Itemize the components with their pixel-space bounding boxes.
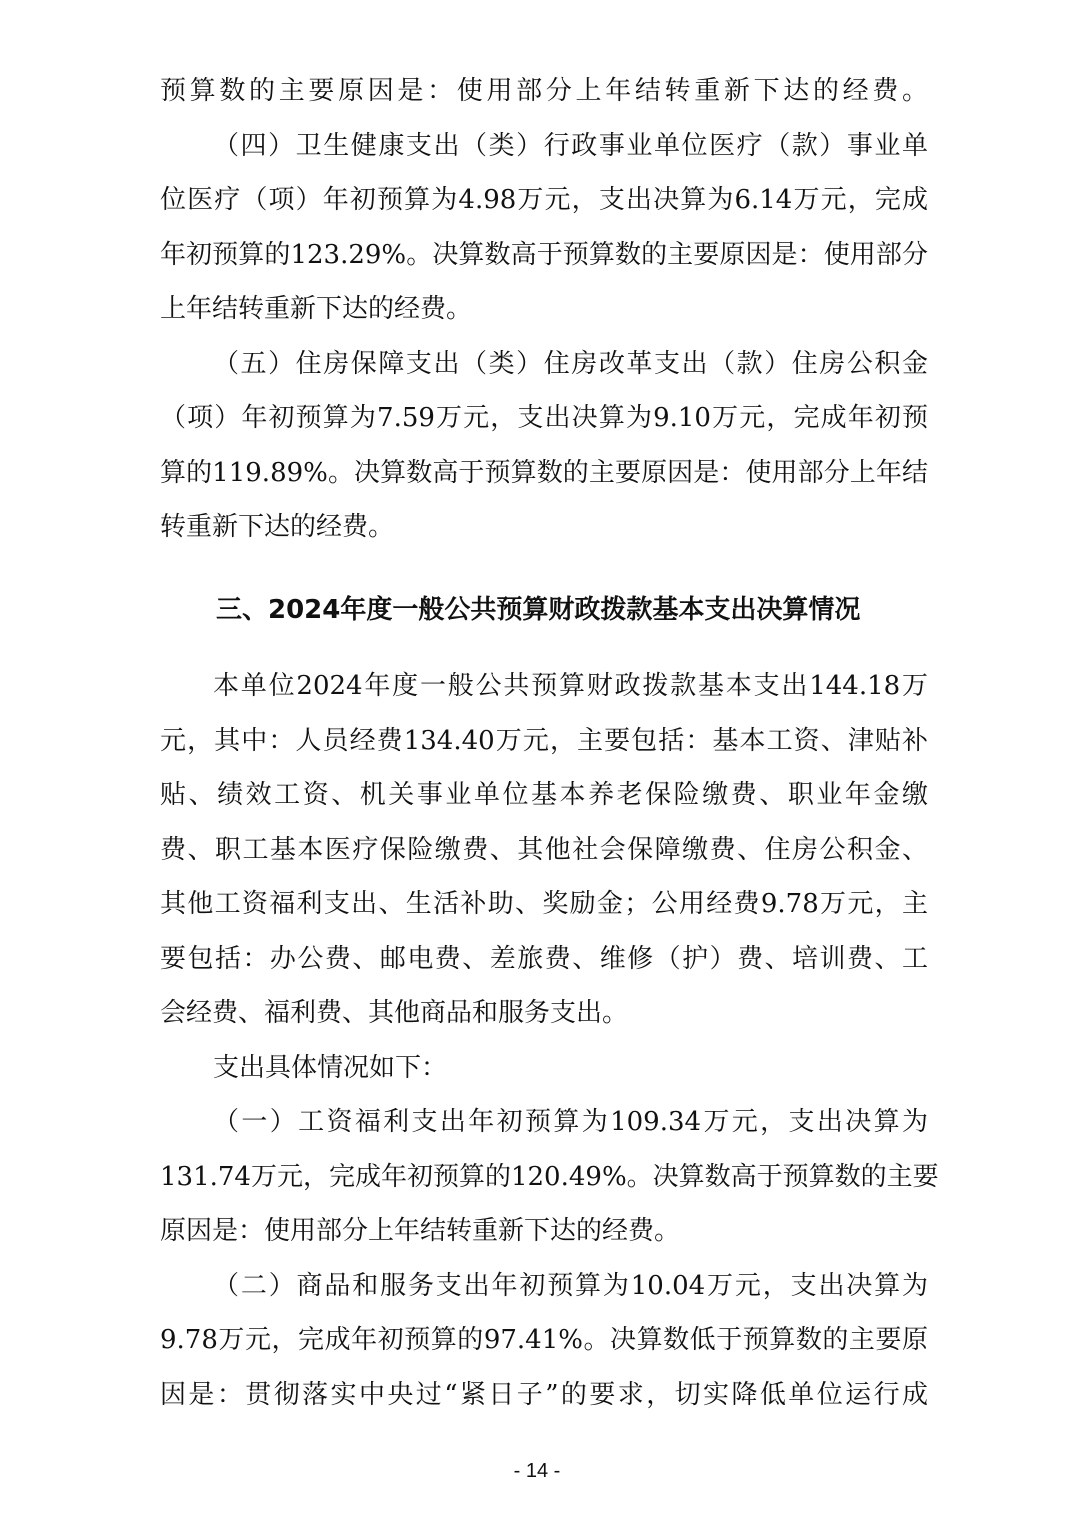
page-number: - 14 - <box>513 1460 561 1482</box>
paragraph-line: 预算数的主要原因是：使用部分上年结转重新下达的经费。 <box>160 76 928 106</box>
paragraph-line: （项）年初预算为7.59万元，支出决算为9.10万元，完成年初预 <box>160 403 928 433</box>
section-heading: 三、2024年度一般公共预算财政拨款基本支出决算情况 <box>216 594 861 625</box>
paragraph-line: （一）工资福利支出年初预算为109.34万元，支出决算为 <box>213 1107 928 1137</box>
paragraph-line: 上年结转重新下达的经费。 <box>160 294 473 324</box>
paragraph-line: （二）商品和服务支出年初预算为10.04万元，支出决算为 <box>213 1270 928 1301</box>
paragraph-line: 费、职工基本医疗保险缴费、其他社会保障缴费、住房公积金、 <box>160 834 928 865</box>
paragraph-line: 位医疗（项）年初预算为4.98万元，支出决算为6.14万元，完成 <box>160 185 928 215</box>
paragraph-line: 元，其中：人员经费134.40万元，主要包括：基本工资、津贴补 <box>160 725 928 756</box>
paragraph-line: （五）住房保障支出（类）住房改革支出（款）住房公积金 <box>213 348 928 379</box>
paragraph-line: 其他工资福利支出、生活补助、奖励金；公用经费9.78万元，主 <box>160 889 928 919</box>
paragraph-line: （四）卫生健康支出（类）行政事业单位医疗（款）事业单 <box>213 130 928 161</box>
paragraph-line: 因是：贯彻落实中央过“紧日子”的要求，切实降低单位运行成 <box>160 1379 928 1410</box>
paragraph-line: 9.78万元，完成年初预算的97.41%。决算数低于预算数的主要原 <box>160 1325 928 1355</box>
paragraph-line: 131.74万元，完成年初预算的120.49%。决算数高于预算数的主要 <box>160 1161 939 1192</box>
paragraph-line: 会经费、福利费、其他商品和服务支出。 <box>160 998 629 1028</box>
paragraph-line: 要包括：办公费、邮电费、差旅费、维修（护）费、培训费、工 <box>160 943 928 974</box>
paragraph-line: 贴、绩效工资、机关事业单位基本养老保险缴费、职业年金缴 <box>160 780 928 810</box>
paragraph-line: 本单位2024年度一般公共预算财政拨款基本支出144.18万 <box>213 671 928 701</box>
paragraph-line: 支出具体情况如下： <box>213 1052 448 1083</box>
paragraph-line: 年初预算的123.29%。决算数高于预算数的主要原因是：使用部分 <box>160 239 928 270</box>
document-body <box>160 64 939 1422</box>
paragraph-line: 算的119.89%。决算数高于预算数的主要原因是：使用部分上年结 <box>160 457 928 488</box>
paragraph-line: 原因是：使用部分上年结转重新下达的经费。 <box>160 1216 681 1246</box>
paragraph-line: 转重新下达的经费。 <box>160 512 395 542</box>
